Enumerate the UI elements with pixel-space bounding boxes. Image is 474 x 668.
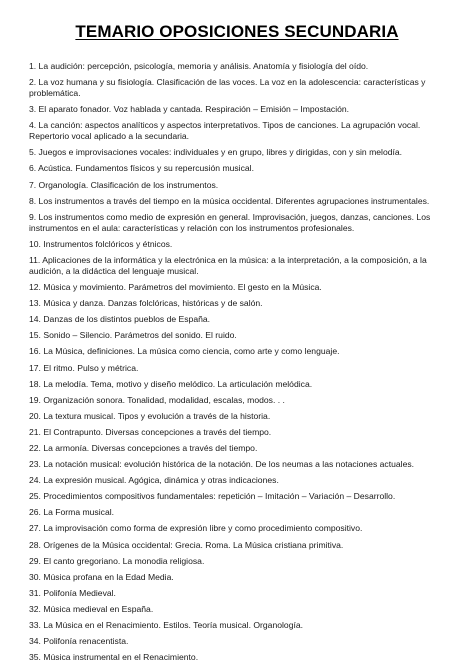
topic-item: 15. Sonido – Silencio. Parámetros del sonido. El ruido. [29, 330, 237, 341]
topic-item: 11. Aplicaciones de la informática y la electrónica en la música: a la interpretación, a la composición, a la audición, a la didáctica del lenguaje musical. [29, 254, 427, 276]
topic-item: 31. Polifonía Medieval. [29, 587, 116, 598]
topic-item: 8. Los instrumentos a través del tiempo en la música occidental. Diferentes agrupaciones instrumentales. [29, 195, 430, 206]
topic-item: 27. La improvisación como forma de expresión libre y como procedimiento compositivo. [29, 523, 363, 534]
topic-item: 17. El ritmo. Pulso y métrica. [29, 362, 139, 373]
topic-item: 14. Danzas de los distintos pueblos de España. [29, 314, 211, 325]
topic-item: 33. La Música en el Renacimiento. Estilos. Teoría musical. Organología. [29, 620, 304, 630]
topic-item: 6. Acústica. Fundamentos físicos y su repercusión musical. [29, 163, 254, 174]
topic-item: 29. El canto gregoriano. La monodia religiosa. [29, 555, 205, 566]
topic-item: 2. La voz humana y su fisiología. Clasificación de las voces. La voz en la adolescencia: características y problemática. [29, 77, 426, 99]
topic-item: 23. La notación musical: evolución histórica de la notación. De los neumas a las notaciones actuales. [29, 459, 415, 470]
topic-item: 19. Organización sonora. Tonalidad, modalidad, escalas, modos. . . [29, 394, 285, 405]
topic-item: 18. La melodía. Tema, motivo y diseño melódico. La articulación melódica. [29, 378, 313, 389]
topic-item: 20. La textura musical. Tipos y evolución a través de la historia. [29, 410, 271, 421]
topic-item: 10. Instrumentos folclóricos y étnicos. [29, 238, 173, 249]
topic-item: 26. La Forma musical. [29, 507, 115, 518]
topic-item: 5. Juegos e improvisaciones vocales: individuales y en grupo, libres y dirigidas, con y sin melodía. [29, 147, 403, 158]
topic-item: 35. Música instrumental en el Renacimiento. [29, 652, 199, 663]
topic-item: 4. La canción: aspectos analíticos y aspectos interpretativos. Tipos de canciones. La agrupación vocal. Repertorio vocal aplicado a la secundaria. [29, 120, 421, 142]
topic-item: 28. Orígenes de la Música occidental: Grecia. Roma. La Música cristiana primitiva. [29, 539, 344, 550]
topic-item: 21. El Contrapunto. Diversas concepciones a través del tiempo. [29, 426, 272, 437]
topic-item: 24. La expresión musical. Agógica, dinámica y otras indicaciones. [29, 475, 279, 486]
topic-item: 13. Música y danza. Danzas folclóricas, históricas y de salón. [29, 298, 263, 309]
page-title: TEMARIO OPOSICIONES SECUNDARIA [75, 22, 399, 41]
topic-item: 12. Música y movimiento. Parámetros del movimiento. El gesto en la Música. [29, 282, 322, 293]
topic-item: 7. Organología. Clasificación de los instrumentos. [29, 179, 219, 190]
topic-item: 9. Los instrumentos como medio de expresión en general. Improvisación, juegos, danzas, canciones. Los instrumentos en el aula: características y relación con los instrumentos profesionales. [29, 211, 431, 233]
topic-item: 30. Música profana en la Edad Media. [29, 571, 174, 582]
topic-item: 3. El aparato fonador. Voz hablada y cantada. Respiración – Emisión – Impostación. [29, 104, 350, 115]
topic-item: 34. Polifonía renacentista. [29, 636, 129, 647]
topic-item: 1. La audición: percepción, psicología, memoria y análisis. Anatomía y fisiología del oído. [29, 61, 369, 71]
topic-item: 25. Procedimientos compositivos fundamentales: repetición – Imitación – Variación – Desarrollo. [29, 491, 396, 502]
topic-item: 22. La armonía. Diversas concepciones a través del tiempo. [29, 442, 258, 453]
topic-item: 16. La Música, definiciones. La música como ciencia, como arte y como lenguaje. [29, 346, 340, 357]
topic-list [29, 61, 447, 668]
topic-item: 32. Música medieval en España. [29, 603, 154, 614]
